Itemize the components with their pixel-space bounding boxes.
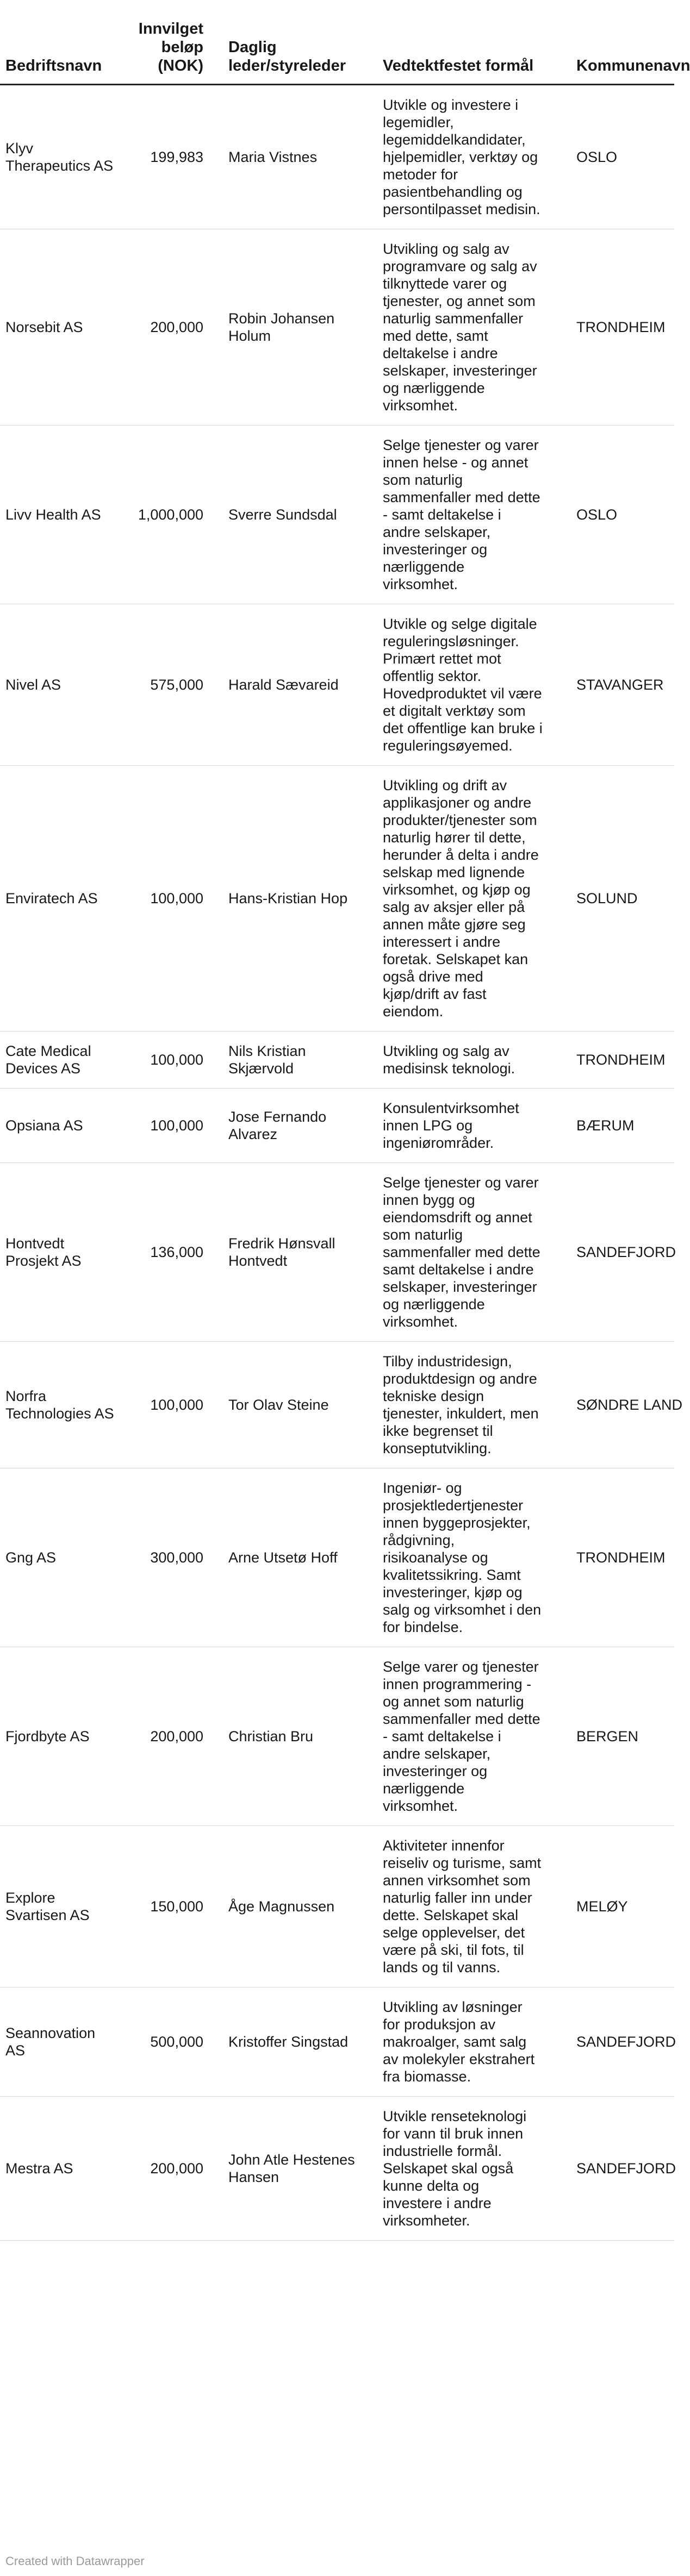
cell-innvilget-belop: 300,000 — [121, 1468, 222, 1647]
table-row — [0, 85, 674, 229]
cell-kommunenavn: TRONDHEIM — [558, 1031, 674, 1089]
header-daglig-leder[interactable]: Daglig leder/styreleder — [222, 20, 375, 85]
cell-kommunenavn: BÆRUM — [558, 1089, 674, 1163]
cell-vedtektfestet-formal: Utvikling og salg av programvare og salg av tilknyttede varer og tjenester, og annet som naturlig sammenfaller med dette, samt deltakelse i andre selskaper, investeringer og nærliggende virksomhet. — [375, 229, 558, 426]
cell-daglig-leder: Nils Kristian Skjærvold — [222, 1031, 375, 1089]
cell-innvilget-belop: 1,000,000 — [121, 426, 222, 604]
cell-daglig-leder: John Atle Hestenes Hansen — [222, 2097, 375, 2241]
cell-kommunenavn: SANDEFJORD — [558, 1987, 674, 2097]
table-row — [0, 1826, 674, 1987]
cell-vedtektfestet-formal: Selge tjenester og varer innen bygg og eiendomsdrift og annet som naturlig sammenfaller med dette samt deltakelse i andre selskaper, investeringer og nærliggende virksomhet. — [375, 1163, 558, 1342]
datawrapper-credit: Created with Datawrapper — [5, 2554, 145, 2568]
cell-kommunenavn: OSLO — [558, 85, 674, 229]
cell-bedriftsnavn: Opsiana AS — [0, 1089, 121, 1163]
cell-vedtektfestet-formal: Utvikling og salg av medisinsk teknologi. — [375, 1031, 558, 1089]
cell-daglig-leder: Fredrik Hønsvall Hontvedt — [222, 1163, 375, 1342]
table-header — [0, 20, 690, 85]
cell-kommunenavn: STAVANGER — [558, 604, 674, 766]
header-row — [0, 20, 674, 85]
table-row — [0, 1987, 674, 2097]
cell-vedtektfestet-formal: Utvikling av løsninger for produksjon av makroalger, samt salg av molekyler ekstrahert fra biomasse. — [375, 1987, 558, 2097]
cell-innvilget-belop: 100,000 — [121, 1342, 222, 1468]
header-bedriftsnavn[interactable]: Bedriftsnavn — [0, 20, 121, 85]
cell-daglig-leder: Åge Magnussen — [222, 1826, 375, 1987]
cell-daglig-leder: Kristoffer Singstad — [222, 1987, 375, 2097]
table-row — [0, 426, 674, 604]
cell-innvilget-belop: 150,000 — [121, 1826, 222, 1987]
cell-bedriftsnavn: Fjordbyte AS — [0, 1647, 121, 1826]
cell-daglig-leder: Hans-Kristian Hop — [222, 766, 375, 1031]
table-row — [0, 1647, 674, 1826]
table-row — [0, 1089, 674, 1163]
cell-kommunenavn: TRONDHEIM — [558, 1468, 674, 1647]
table-row — [0, 1031, 674, 1089]
table-row — [0, 2097, 674, 2241]
table-row — [0, 229, 674, 426]
cell-daglig-leder: Robin Johansen Holum — [222, 229, 375, 426]
cell-innvilget-belop: 100,000 — [121, 1089, 222, 1163]
cell-bedriftsnavn: Livv Health AS — [0, 426, 121, 604]
cell-bedriftsnavn: Seannovation AS — [0, 1987, 121, 2097]
cell-innvilget-belop: 500,000 — [121, 1987, 222, 2097]
cell-innvilget-belop: 575,000 — [121, 604, 222, 766]
cell-bedriftsnavn: Norsebit AS — [0, 229, 121, 426]
header-innvilget-belop[interactable]: Innvilget beløp (NOK) — [121, 20, 222, 85]
cell-vedtektfestet-formal: Utvikle og investere i legemidler, legemiddelkandidater, hjelpemidler, verktøy og metoder for pasientbehandling og persontilpasset medisin. — [375, 85, 558, 229]
cell-innvilget-belop: 200,000 — [121, 229, 222, 426]
cell-bedriftsnavn: Cate Medical Devices AS — [0, 1031, 121, 1089]
cell-bedriftsnavn: Mestra AS — [0, 2097, 121, 2241]
cell-daglig-leder: Maria Vistnes — [222, 85, 375, 229]
cell-bedriftsnavn: Nivel AS — [0, 604, 121, 766]
cell-innvilget-belop: 200,000 — [121, 1647, 222, 1826]
header-vedtektfestet-formal[interactable]: Vedtektfestet formål — [375, 20, 558, 85]
cell-innvilget-belop: 100,000 — [121, 1031, 222, 1089]
header-kommunenavn[interactable]: Kommunenavn — [558, 20, 674, 85]
cell-vedtektfestet-formal: Selge tjenester og varer innen helse - og annet som naturlig sammenfaller med dette - samt deltakelse i andre selskaper, investeringer og nærliggende virksomhet. — [375, 426, 558, 604]
cell-innvilget-belop: 100,000 — [121, 766, 222, 1031]
table-row — [0, 1163, 674, 1342]
cell-daglig-leder: Sverre Sundsdal — [222, 426, 375, 604]
cell-bedriftsnavn: Enviratech AS — [0, 766, 121, 1031]
cell-vedtektfestet-formal: Utvikle og selge digitale reguleringsløsninger. Primært rettet mot offentlig sektor. Hovedproduktet vil være et digitalt verktøy som det offentlige kan bruke i reguleringsøyemed. — [375, 604, 558, 766]
cell-kommunenavn: SANDEFJORD — [558, 2097, 674, 2241]
cell-innvilget-belop: 200,000 — [121, 2097, 222, 2241]
cell-bedriftsnavn: Hontvedt Prosjekt AS — [0, 1163, 121, 1342]
cell-bedriftsnavn: Klyv Therapeutics AS — [0, 85, 121, 229]
cell-vedtektfestet-formal: Aktiviteter innenfor reiseliv og turisme, samt annen virksomhet som naturlig faller inn under dette. Selskapet skal selge opplevelser, det være på ski, til fots, til lands og til vanns. — [375, 1826, 558, 1987]
cell-bedriftsnavn: Gng AS — [0, 1468, 121, 1647]
table-row — [0, 1342, 674, 1468]
cell-vedtektfestet-formal: Ingeniør- og prosjektledertjenester innen byggeprosjekter, rådgivning, risikoanalyse og kvalitetssikring. Samt investeringer, kjøp og salg og virksomhet i den for bindelse. — [375, 1468, 558, 1647]
table-row — [0, 604, 674, 766]
cell-kommunenavn: SØNDRE LAND — [558, 1342, 674, 1468]
cell-innvilget-belop: 136,000 — [121, 1163, 222, 1342]
cell-daglig-leder: Harald Sævareid — [222, 604, 375, 766]
cell-vedtektfestet-formal: Tilby industridesign, produktdesign og andre tekniske design tjenester, inkuldert, men ikke begrenset til konseptutvikling. — [375, 1342, 558, 1468]
cell-kommunenavn: SOLUND — [558, 766, 674, 1031]
cell-daglig-leder: Jose Fernando Alvarez — [222, 1089, 375, 1163]
table-row — [0, 1468, 674, 1647]
cell-daglig-leder: Tor Olav Steine — [222, 1342, 375, 1468]
cell-kommunenavn: OSLO — [558, 426, 674, 604]
cell-vedtektfestet-formal: Utvikling og drift av applikasjoner og andre produkter/tjenester som naturlig hører til dette, herunder å delta i andre selskap med lignende virksomhet, og kjøp og salg av aksjer eller på annen måte gjøre seg interessert i andre foretak. Selskapet kan også drive med kjøp/drift av fast eiendom. — [375, 766, 558, 1031]
cell-bedriftsnavn: Explore Svartisen AS — [0, 1826, 121, 1987]
table-body — [0, 85, 683, 2241]
cell-bedriftsnavn: Norfra Technologies AS — [0, 1342, 121, 1468]
cell-kommunenavn: TRONDHEIM — [558, 229, 674, 426]
cell-vedtektfestet-formal: Utvikle renseteknologi for vann til bruk innen industrielle formål. Selskapet skal også kunne delta og investere i andre virksomheter. — [375, 2097, 558, 2241]
companies-table — [0, 20, 690, 2241]
cell-daglig-leder: Christian Bru — [222, 1647, 375, 1826]
cell-kommunenavn: SANDEFJORD — [558, 1163, 674, 1342]
cell-kommunenavn: BERGEN — [558, 1647, 674, 1826]
cell-daglig-leder: Arne Utsetø Hoff — [222, 1468, 375, 1647]
cell-vedtektfestet-formal: Selge varer og tjenester innen programmering - og annet som naturlig sammenfaller med dette - samt deltakelse i andre selskaper, investeringer og nærliggende virksomhet. — [375, 1647, 558, 1826]
cell-kommunenavn: MELØY — [558, 1826, 674, 1987]
cell-innvilget-belop: 199,983 — [121, 85, 222, 229]
table-row — [0, 766, 674, 1031]
cell-vedtektfestet-formal: Konsulentvirksomhet innen LPG og ingeniørområder. — [375, 1089, 558, 1163]
